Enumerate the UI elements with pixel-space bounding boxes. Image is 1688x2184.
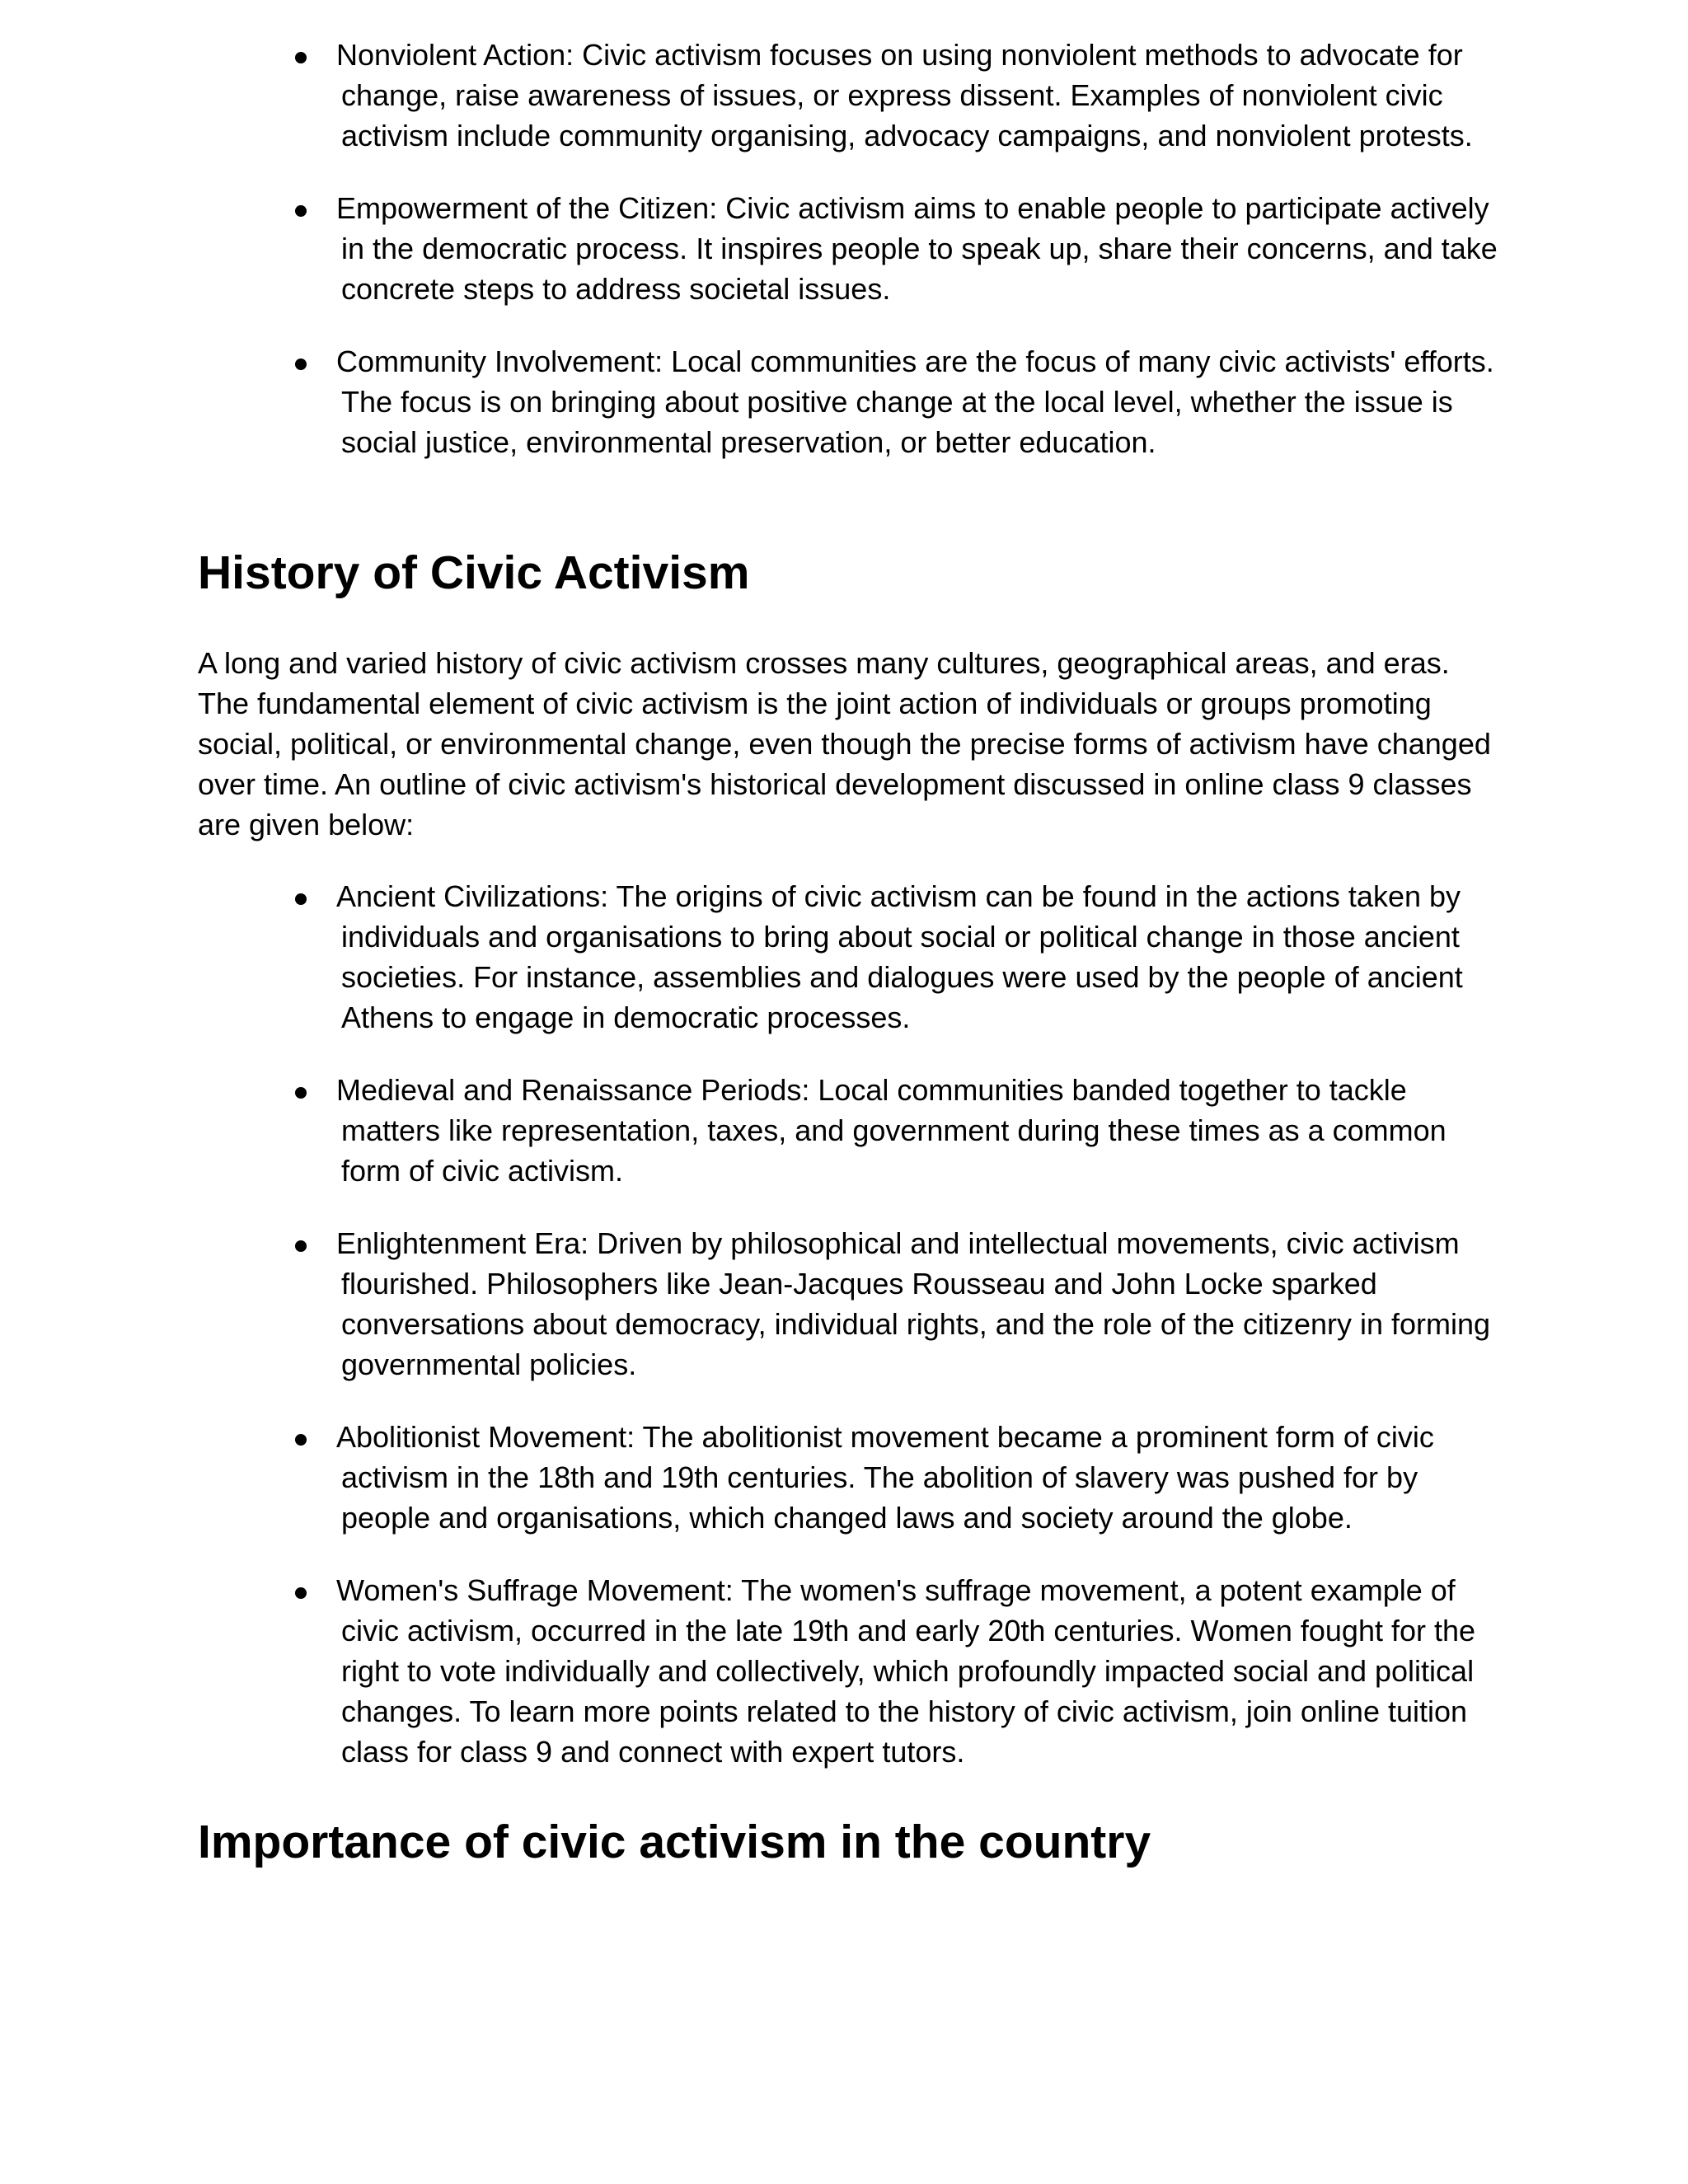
list-item	[295, 1070, 1498, 1191]
history-heading: History of Civic Activism	[198, 546, 750, 599]
list-item-text: Abolitionist Movement: The abolitionist movement became a prominent form of civic activism in the 18th and 19th centuries. The abolition of slavery was pushed for by people and organisations, which changed laws and society around the globe.	[336, 1420, 1434, 1535]
bullet-icon	[295, 1434, 307, 1446]
list-item	[295, 188, 1498, 309]
list-item-text: Ancient Civilizations: The origins of civic activism can be found in the actions taken by individuals and organisations to bring about social or political change in those ancient societies. For instance, assemblies and dialogues were used by the people of ancient Athens to engage in democratic processes.	[336, 879, 1463, 1034]
list-item	[295, 35, 1498, 156]
list-item	[295, 1417, 1498, 1538]
bullet-icon	[295, 52, 307, 63]
list-item	[295, 876, 1498, 1038]
list-item	[295, 341, 1498, 462]
bullet-icon	[295, 893, 307, 905]
bullet-icon	[295, 1240, 307, 1252]
list-item-text: Women's Suffrage Movement: The women's suffrage movement, a potent example of civic activism, occurred in the late 19th and early 20th centuries. Women fought for the right to vote individually and collectively, which profoundly impacted social and political changes. To learn more points related to the history of civic activism, join online tuition class for class 9 and connect with expert tutors.	[336, 1573, 1476, 1769]
list-item	[295, 1570, 1498, 1772]
bullet-icon	[295, 359, 307, 370]
history-bullet-list	[295, 876, 1498, 1772]
bullet-icon	[295, 1087, 307, 1099]
list-item	[295, 1223, 1498, 1385]
intro-bullet-list	[295, 35, 1498, 462]
history-paragraph: A long and varied history of civic activism crosses many cultures, geographical areas, and eras. The fundamental element of civic activism is the joint action of individuals or groups promoting social, political, or environmental change, even though the precise forms of activism have changed over time. An outline of civic activism's historical development discussed in online class 9 classes are given below:	[198, 646, 1491, 841]
list-item-text: Medieval and Renaissance Periods: Local communities banded together to tackle matters like representation, taxes, and government during these times as a common form of civic activism.	[336, 1073, 1447, 1188]
bullet-icon	[295, 1587, 307, 1599]
list-item-text: Empowerment of the Citizen: Civic activism aims to enable people to participate actively in the democratic process. It inspires people to speak up, share their concerns, and take concrete steps to address societal issues.	[336, 191, 1498, 306]
bullet-icon	[295, 205, 307, 217]
list-item-text: Nonviolent Action: Civic activism focuses on using nonviolent methods to advocate for change, raise awareness of issues, or express dissent. Examples of nonviolent civic activism include community organising, advocacy campaigns, and nonviolent protests.	[336, 38, 1473, 152]
list-item-text: Community Involvement: Local communities are the focus of many civic activists' efforts. The focus is on bringing about positive change at the local level, whether the issue is social justice, environmental preservation, or better education.	[336, 344, 1494, 459]
importance-heading: Importance of civic activism in the country	[198, 1816, 1151, 1868]
list-item-text: Enlightenment Era: Driven by philosophical and intellectual movements, civic activism flourished. Philosophers like Jean-Jacques Rousseau and John Locke sparked conversations about democracy, individual rights, and the role of the citizenry in forming governmental policies.	[336, 1226, 1491, 1381]
